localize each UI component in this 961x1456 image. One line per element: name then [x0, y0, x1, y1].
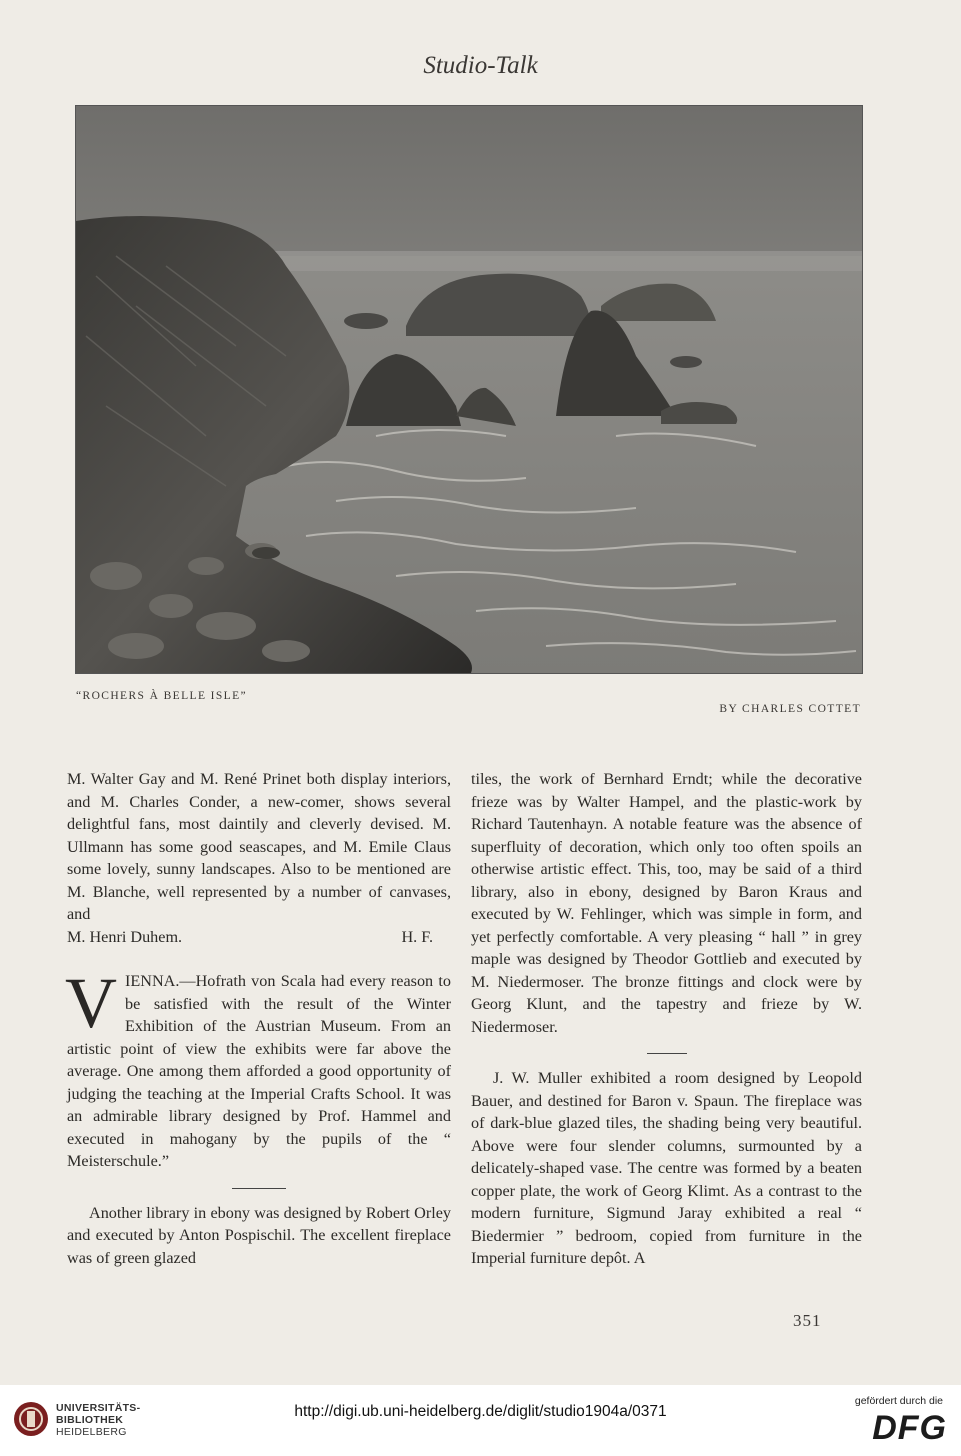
drop-cap: V	[65, 963, 117, 1043]
paragraph-tiles-continued: tiles, the work of Bernhard Erndt; while the decorative frieze was by Walter Hampel, and the plastic-work by Richard Tautenhayn. A notable feature was the absence of superfluity of decoration, which only too often spoils an otherwise artistic effect. This, too, may be said of a third library, also in ebony, designed by Baron Kraus and executed by W. Fehlinger, which was simple in form, and yet perfectly comfortable. A very pleasing “ hall ” in grey maple was designed by Theodor Gottlieb and executed by M. Niedermoser. The bronze fittings and clock were by Georg Klunt, and the tapestry and frieze by W. Niedermoser.	[471, 770, 862, 1036]
section-divider	[647, 1053, 687, 1054]
paragraph-signoff	[67, 926, 451, 949]
running-head: Studio-Talk	[423, 52, 538, 79]
library-name-line1: UNIVERSITÄTS-	[56, 1402, 141, 1414]
page-number: 351	[793, 1311, 822, 1330]
plate-caption-credit: BY CHARLES COTTET	[719, 703, 861, 715]
vienna-section	[65, 963, 451, 1173]
paragraph-vienna-intro: IENNA.—Hofrath von Scala had every reason to be satisfied with the result of the Winter Exhibition of the Austrian Museum. From an artistic point of view the exhibits were far above the average. One among them afforded a good opportunity of judging the teaching at the Imperial Crafts School. It was an admirable library designed by Prof. Hammel and executed in mahogany by the pupils of the “ Meisterschule.”	[67, 972, 451, 1170]
section-divider	[232, 1188, 286, 1189]
dfg-logo: DFG	[872, 1409, 947, 1447]
seascape-illustration	[75, 105, 863, 674]
plate-caption-title: “ROCHERS À BELLE ISLE”	[76, 690, 248, 702]
library-name-line3: HEIDELBERG	[56, 1426, 127, 1438]
painting-image	[76, 106, 862, 673]
left-column	[67, 768, 451, 1269]
author-initials: H. F.	[401, 927, 433, 946]
library-name-line2: BIBLIOTHEK	[56, 1414, 124, 1426]
right-column	[471, 768, 862, 1270]
paragraph-last-line: M. Henri Duhem.	[67, 927, 183, 946]
paragraph-ebony-library: Another library in ebony was designed by Robert Orley and executed by Anton Pospischil. The excellent fireplace was of green glazed	[67, 1203, 451, 1267]
paragraph-paris-exhibitors: M. Walter Gay and M. René Prinet both display interiors, and M. Charles Conder, a new-comer, shows several delightful fans, most daintily and cleverly devised. M. Ullmann has some good seascapes, and M. Emile Claus some lovely, sunny landscapes. Also to be mentioned are M. Blanche, well represented by a number of canvases, and	[67, 770, 451, 923]
paragraph-muller-room: J. W. Muller exhibited a room designed by Leopold Bauer, and destined for Baron v. Spaun. The fireplace was of dark-blue glazed tiles, the shading being very beautiful. Above were four slender columns, surmounted by a delicately-shaped vase. The centre was formed by a beaten copper plate, the work of Georg Klimt. As a contrast to the modern furniture, Sigmund Jaray exhibited a real “ Biedermier ” bedroom, copied from furniture in the Imperial furniture depôt. A	[471, 1069, 862, 1267]
sponsor-label: gefördert durch die	[854, 1395, 943, 1407]
source-url-link[interactable]: http://digi.ub.uni-heidelberg.de/diglit/studio1904a/0371	[294, 1403, 667, 1420]
